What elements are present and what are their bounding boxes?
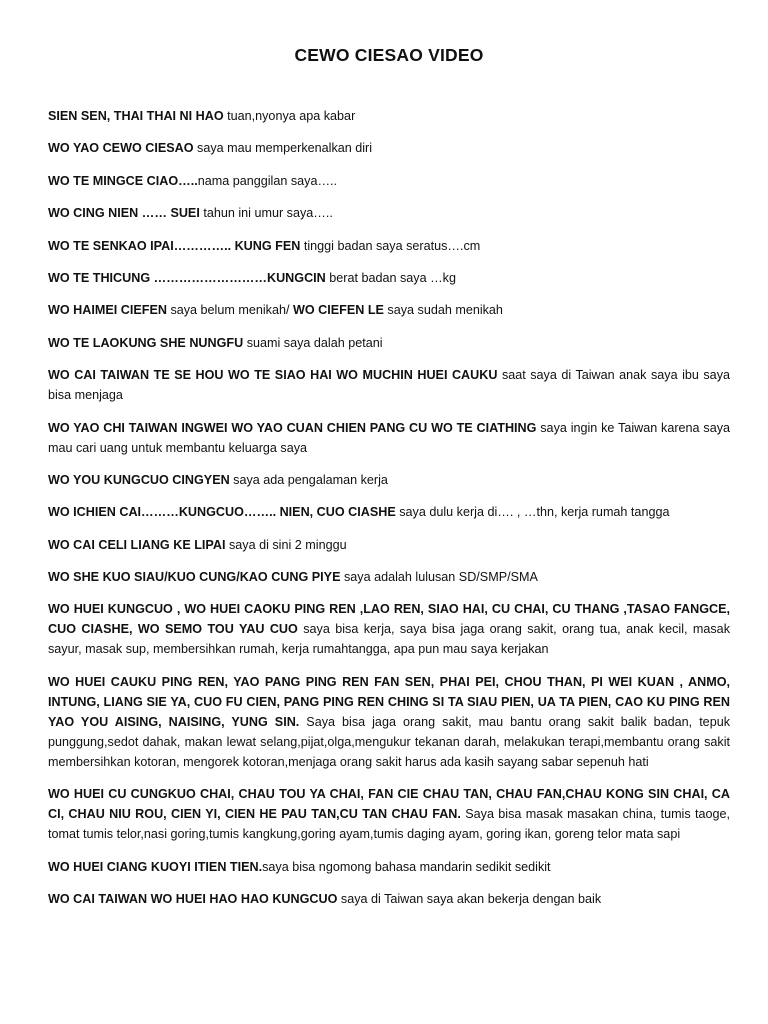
phrase-mandarin: WO HUEI CU CUNGKUO CHAI, CHAU TOU YA CHAI, FAN CIE CHAU TAN, CHAU FAN,CHAU KONG SIN CHAI, CA CI, CHAU NIU ROU, CIEN YI, CIEN HE PAU TAN,CU TAN CHAU FAN. bbox=[48, 787, 730, 822]
phrase-mandarin: WO SHE KUO SIAU/KUO CUNG/KAO CUNG PIYE bbox=[48, 570, 341, 585]
phrase-line bbox=[48, 333, 730, 353]
phrase-mandarin: WO CAI CELI LIANG KE LIPAI bbox=[48, 537, 226, 552]
phrase-mandarin: WO TE MINGCE CIAO….. bbox=[48, 173, 198, 188]
phrase-mandarin: WO ICHIEN CAI………KUNGCUO…….. NIEN, CUO CIASHE bbox=[48, 505, 396, 520]
phrase-line bbox=[48, 236, 730, 256]
phrase-line bbox=[48, 203, 730, 223]
phrase-line bbox=[48, 784, 730, 844]
phrase-line bbox=[48, 106, 730, 126]
phrase-translation: saya di sini 2 minggu bbox=[225, 537, 347, 552]
phrase-line bbox=[48, 300, 730, 320]
phrase-translation: suami saya dalah petani bbox=[243, 335, 383, 350]
phrase-mandarin: WO HUEI KUNGCUO , WO HUEI CAOKU PING REN ,LAO REN, SIAO HAI, CU CHAI, CU THANG ,TASAO FANGCE, CUO CIASHE, WO SEMO TOU YAU CUO bbox=[48, 602, 730, 637]
phrase-line bbox=[48, 171, 730, 191]
phrase-mandarin: WO CAI TAIWAN WO HUEI HAO HAO KUNGCUO bbox=[48, 892, 338, 907]
phrase-mandarin: WO TE LAOKUNG SHE NUNGFU bbox=[48, 335, 244, 350]
phrase-mandarin: WO YOU KUNGCUO CINGYEN bbox=[48, 472, 230, 487]
phrase-translation: saya ada pengalaman kerja bbox=[229, 472, 388, 487]
phrase-translation: saya mau memperkenalkan diri bbox=[193, 141, 373, 156]
phrase-translation: saya di Taiwan saya akan bekerja dengan baik bbox=[337, 892, 602, 907]
phrase-translation: Saya bisa masak masakan china, tumis taoge, tomat tumis telor,nasi goring,tumis kangkung,goring ayam,tumis daging ayam, goring ikan, goreng telor mata sapi bbox=[48, 807, 731, 842]
phrase-translation: berat badan saya …kg bbox=[325, 270, 456, 285]
phrase-line bbox=[48, 889, 730, 909]
phrase-mandarin: WO HUEI CIANG KUOYI ITIEN TIEN. bbox=[48, 859, 263, 874]
phrase-translation: saya bisa kerja, saya bisa jaga orang sakit, orang tua, anak kecil, masak sayur, masak sup, membersihkan rumah, kerja rumahtangga, apa pun mau saya kerjakan bbox=[48, 622, 730, 657]
phrase-line bbox=[48, 470, 730, 490]
phrase-translation: saya sudah menikah bbox=[383, 303, 503, 318]
phrase-mandarin: SIEN SEN, THAI THAI NI HAO bbox=[48, 109, 224, 123]
phrase-mandarin: WO CING NIEN …… SUEI bbox=[48, 206, 200, 221]
phrase-line bbox=[48, 138, 730, 158]
phrase-translation: saya dulu kerja di…. , …thn, kerja rumah tangga bbox=[395, 505, 670, 520]
phrase-translation: tuan,nyonya apa kabar bbox=[223, 109, 356, 123]
phrase-translation: saya ingin ke Taiwan karena saya mau cari uang untuk membantu keluarga saya bbox=[48, 420, 730, 455]
phrase-translation: saya adalah lulusan SD/SMP/SMA bbox=[340, 570, 538, 585]
phrase-mandarin: WO YAO CHI TAIWAN INGWEI WO YAO CUAN CHIEN PANG CU WO TE CIATHING bbox=[48, 420, 537, 435]
phrase-translation: tahun ini umur saya….. bbox=[199, 206, 333, 221]
phrase-translation: tinggi badan saya seratus….cm bbox=[300, 238, 481, 253]
phrase-translation: saya belum menikah/ bbox=[166, 303, 293, 318]
phrase-translation: nama panggilan saya….. bbox=[197, 173, 338, 188]
document-title: CEWO CIESAO VIDEO bbox=[294, 45, 484, 65]
phrase-line bbox=[48, 672, 730, 772]
phrase-translation: Saya bisa jaga orang sakit, mau bantu orang sakit balik badan, tepuk punggung,sedot dahak, makan lewat selang,pijat,olga,mengukur tekanan darah, melakukan terapi,membantu orang sakit membersihkan kotoran, mengorek kotoran,menjaga orang sakit harus ada kasih sayang sabar sepenuh hati bbox=[48, 714, 730, 769]
phrase-mandarin: WO YAO CEWO CIESAO bbox=[48, 141, 194, 156]
phrase-line bbox=[48, 567, 730, 587]
phrase-translation: saya bisa ngomong bahasa mandarin sedikit sedikit bbox=[262, 859, 551, 874]
phrase-line bbox=[48, 268, 730, 288]
phrase-line bbox=[48, 535, 730, 555]
phrase-line bbox=[48, 857, 730, 877]
phrase-list bbox=[48, 106, 730, 909]
phrase-mandarin: WO TE THICUNG ………………………KUNGCIN bbox=[48, 270, 326, 285]
phrase-mandarin: WO TE SENKAO IPAI………….. KUNG FEN bbox=[48, 238, 301, 253]
phrase-mandarin: WO HAIMEI CIEFEN bbox=[48, 303, 167, 318]
phrase-line bbox=[48, 502, 730, 522]
phrase-translation: saat saya di Taiwan anak saya ibu saya bisa menjaga bbox=[48, 368, 730, 403]
phrase-mandarin: WO CAI TAIWAN TE SE HOU WO TE SIAO HAI WO MUCHIN HUEI CAUKU bbox=[48, 368, 498, 383]
phrase-line bbox=[48, 599, 730, 659]
phrase-line bbox=[48, 418, 730, 458]
phrase-mandarin: WO HUEI CAUKU PING REN, YAO PANG PING REN FAN SEN, PHAI PEI, CHOU THAN, PI WEI KUAN , ANMO, INTUNG, LIANG SIE YA, CUO FU CIEN, PANG PING REN CHING SI TA SIAU PIEN, UA TA PIEN, CAO KU PING REN YAO YOU AISING, NAISING, YUNG SIN. bbox=[48, 674, 730, 729]
phrase-line bbox=[48, 365, 730, 405]
phrase-mandarin: WO CIEFEN LE bbox=[292, 303, 384, 318]
